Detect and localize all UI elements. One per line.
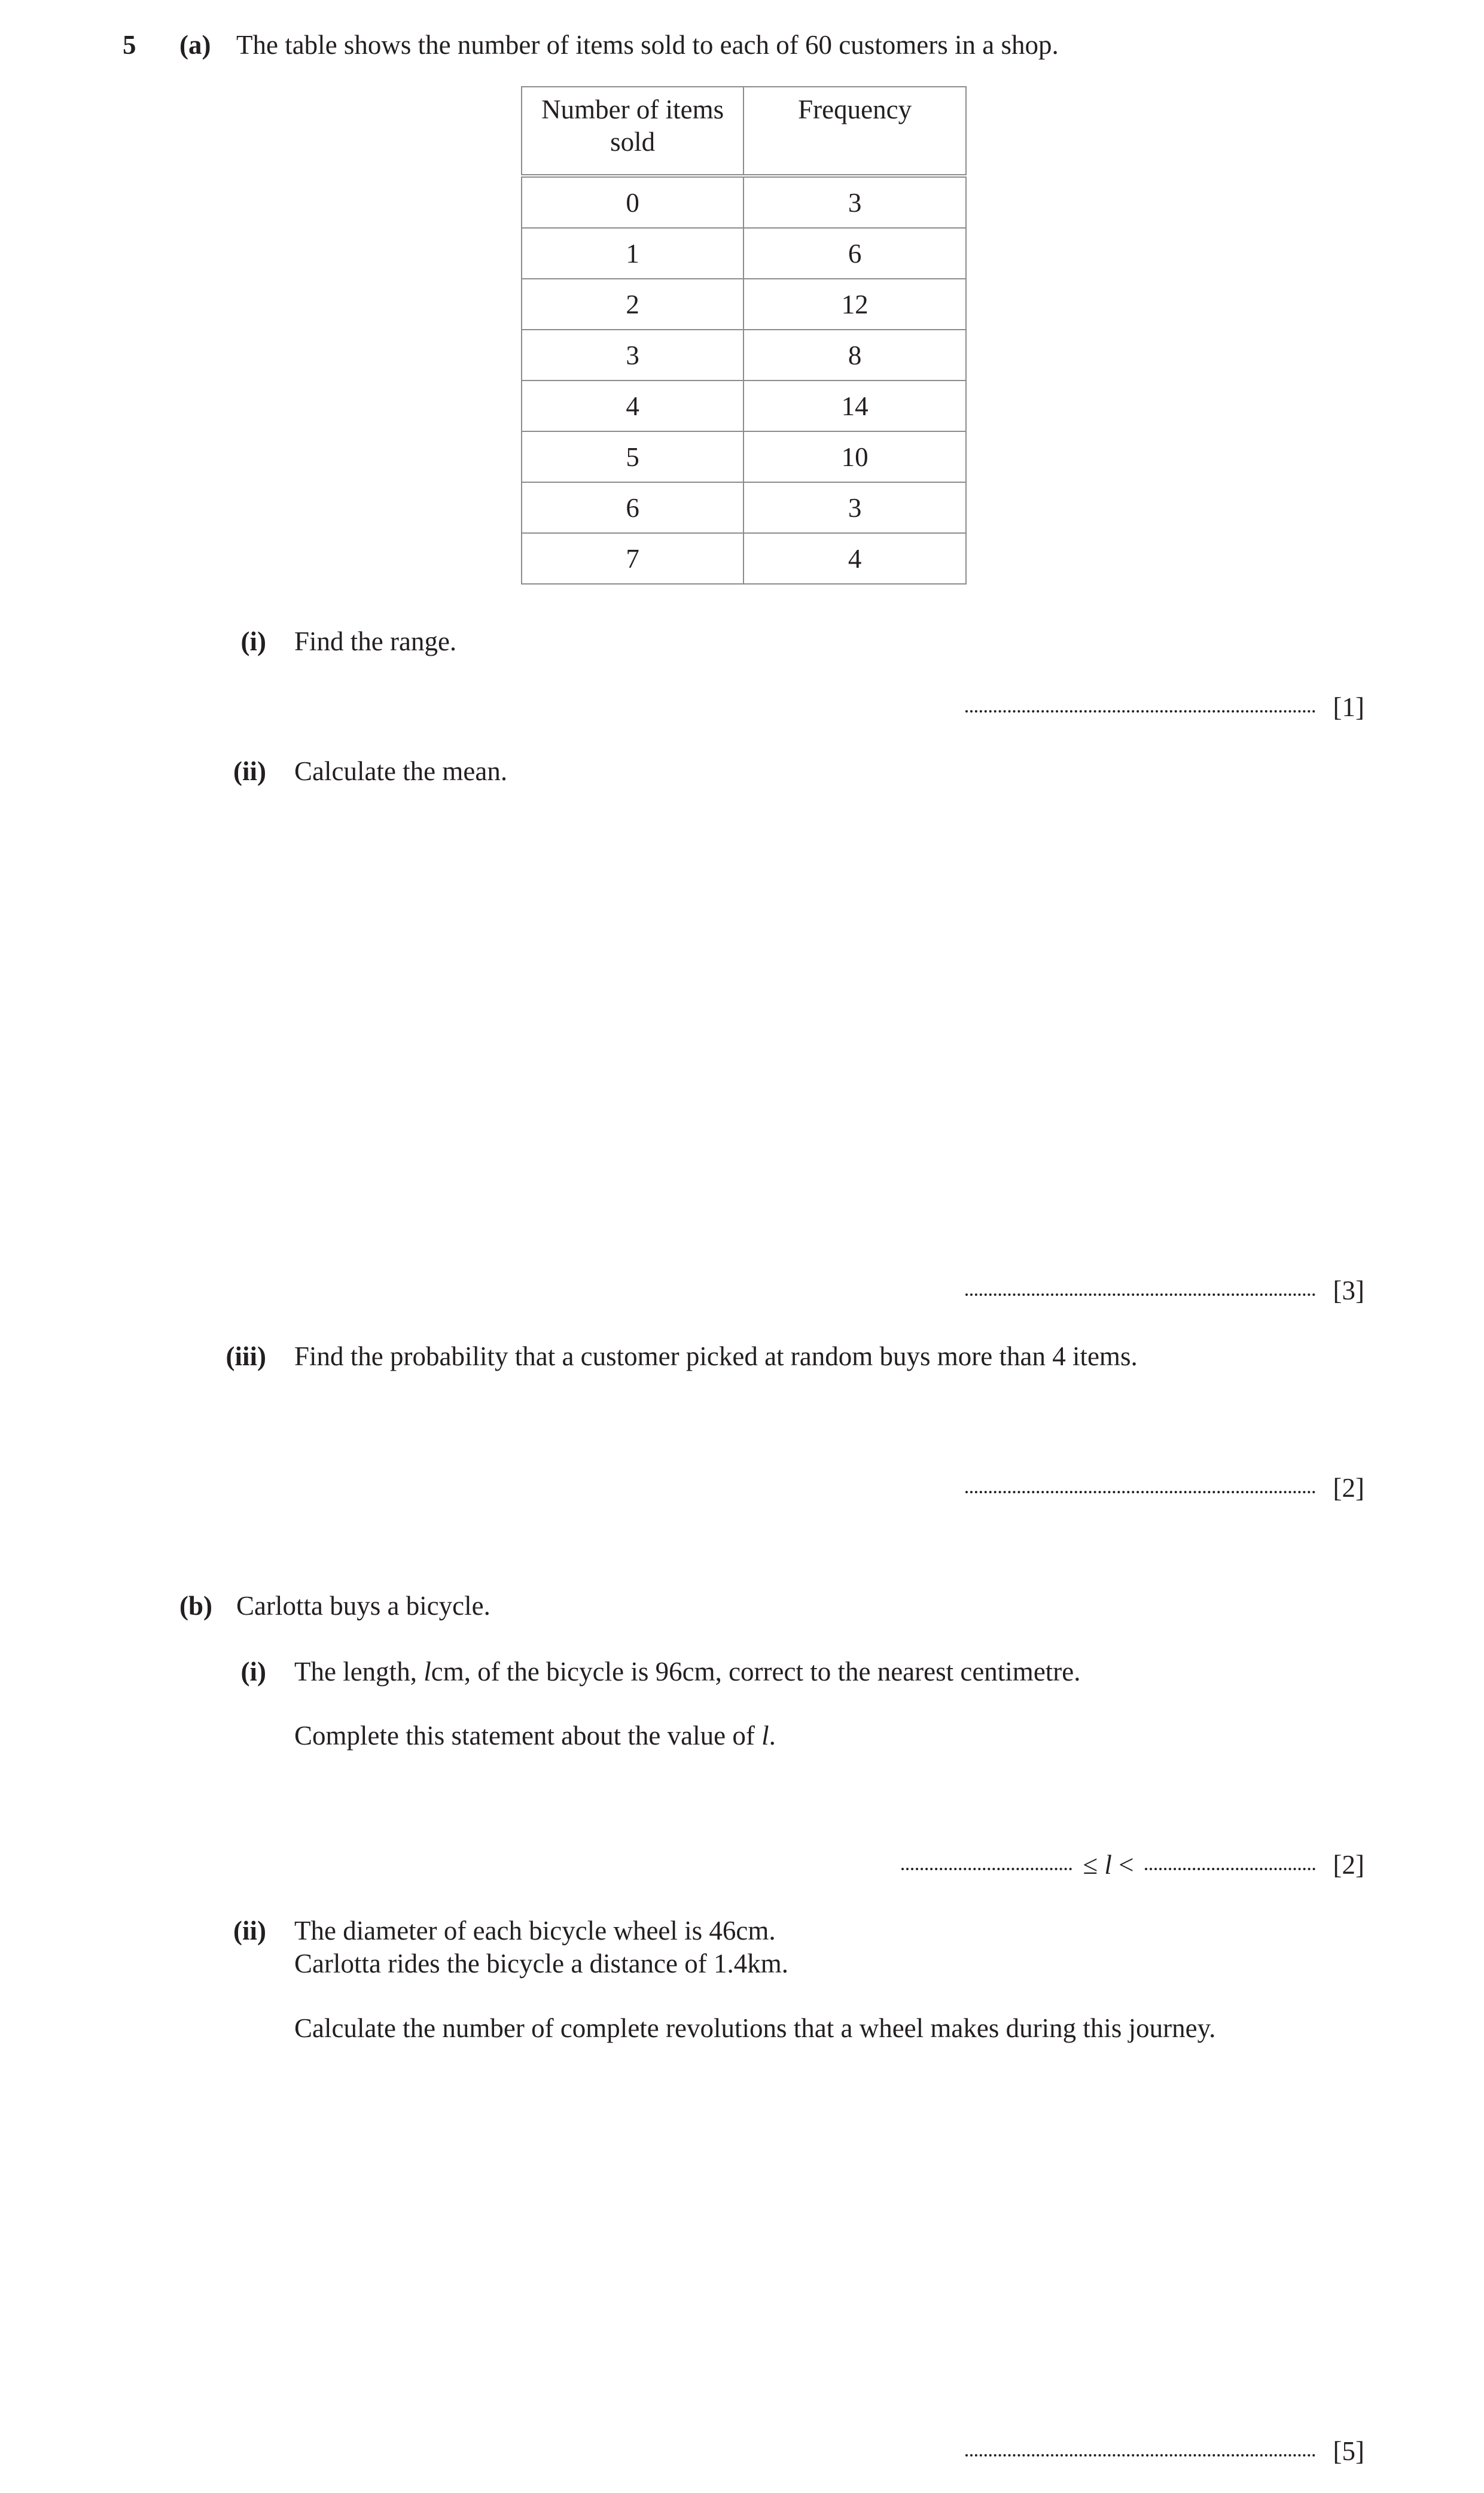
lt-symbol: <: [1119, 1850, 1134, 1880]
part-b-i-text: [294, 1655, 1081, 1688]
header-frequency: Frequency: [743, 87, 966, 176]
table-row: [522, 279, 966, 330]
table-header-row: [522, 87, 966, 176]
part-b-ii-label: (ii): [233, 1916, 266, 1946]
table-row: [522, 228, 966, 279]
part-a-iii-text: Find the probability that a customer picked at random buys more than 4 items.: [294, 1341, 1138, 1371]
part-b-i-text-pre: The length,: [294, 1657, 424, 1687]
cell-frequency: 3: [743, 482, 966, 533]
answer-dots[interactable]: [965, 708, 1315, 713]
part-b-i-instruction-post: .: [769, 1721, 776, 1751]
header-number-of-items-line1: Number of items: [541, 95, 724, 124]
part-a-stem: The table shows the number of items sold to each of 60 customers in a shop.: [236, 30, 1059, 60]
answer-line-b-i[interactable]: [901, 1849, 1364, 1881]
part-b-stem: Carlotta buys a bicycle.: [236, 1591, 490, 1621]
part-b-i-text-post: cm, of the bicycle is 96cm, correct to the nearest centimetre.: [431, 1657, 1081, 1687]
variable-l: l: [1104, 1850, 1112, 1880]
cell-frequency: 14: [743, 381, 966, 431]
cell-items: 2: [522, 279, 743, 330]
marks-a-i: [1]: [1333, 692, 1364, 722]
part-b-ii-instruction: Calculate the number of complete revolutions that a wheel makes during this journey.: [294, 2013, 1216, 2043]
cell-frequency: 12: [743, 279, 966, 330]
part-a-ii-label: (ii): [233, 756, 266, 786]
marks-b-i: [2]: [1333, 1850, 1364, 1880]
table-row: [522, 176, 966, 228]
cell-items: 7: [522, 533, 743, 584]
cell-frequency: 6: [743, 228, 966, 279]
variable-l: l: [423, 1657, 431, 1687]
leq-symbol: ≤: [1083, 1850, 1098, 1880]
table-row: [522, 431, 966, 482]
cell-frequency: 3: [743, 176, 966, 228]
part-b-i-label: (i): [240, 1657, 266, 1687]
answer-dots-lower-bound[interactable]: [901, 1865, 1072, 1870]
answer-dots[interactable]: [965, 2452, 1315, 2457]
part-b-i-instruction-pre: Complete this statement about the value of: [294, 1721, 762, 1751]
header-number-of-items: [522, 87, 743, 176]
cell-items: 4: [522, 381, 743, 431]
table-row: [522, 330, 966, 381]
frequency-table: [521, 86, 967, 585]
part-a-iii-label: (iii): [226, 1341, 266, 1371]
marks-a-ii: [3]: [1333, 1276, 1364, 1305]
answer-dots[interactable]: [965, 1489, 1315, 1493]
table-row: [522, 381, 966, 431]
part-b-i-instruction: [294, 1719, 776, 1752]
inequality: [1083, 1849, 1133, 1881]
part-b-ii-line2: Carlotta rides the bicycle a distance of 1.4km.: [294, 1949, 788, 1978]
cell-items: 5: [522, 431, 743, 482]
marks-b-ii: [5]: [1333, 2436, 1364, 2466]
cell-items: 1: [522, 228, 743, 279]
cell-frequency: 4: [743, 533, 966, 584]
cell-items: 6: [522, 482, 743, 533]
answer-line-a-i[interactable]: [965, 691, 1364, 723]
question-number: 5: [123, 30, 136, 60]
answer-dots[interactable]: [965, 1291, 1315, 1296]
part-a-ii-text: Calculate the mean.: [294, 756, 508, 786]
answer-line-a-iii[interactable]: [965, 1472, 1364, 1504]
cell-items: 3: [522, 330, 743, 381]
marks-a-iii: [2]: [1333, 1473, 1364, 1503]
header-number-of-items-line2: sold: [610, 127, 656, 157]
table-row: [522, 533, 966, 584]
part-a-i-label: (i): [240, 626, 266, 656]
variable-l: l: [761, 1721, 769, 1751]
part-b-ii-line1: The diameter of each bicycle wheel is 46cm.: [294, 1916, 776, 1946]
answer-line-b-ii[interactable]: [965, 2435, 1364, 2467]
answer-dots-upper-bound[interactable]: [1145, 1865, 1315, 1870]
part-a-label: (a): [179, 30, 211, 60]
cell-frequency: 10: [743, 431, 966, 482]
cell-frequency: 8: [743, 330, 966, 381]
cell-items: 0: [522, 176, 743, 228]
part-b-label: (b): [179, 1591, 212, 1621]
answer-line-a-ii[interactable]: [965, 1274, 1364, 1307]
part-a-i-text: Find the range.: [294, 626, 457, 656]
table-row: [522, 482, 966, 533]
